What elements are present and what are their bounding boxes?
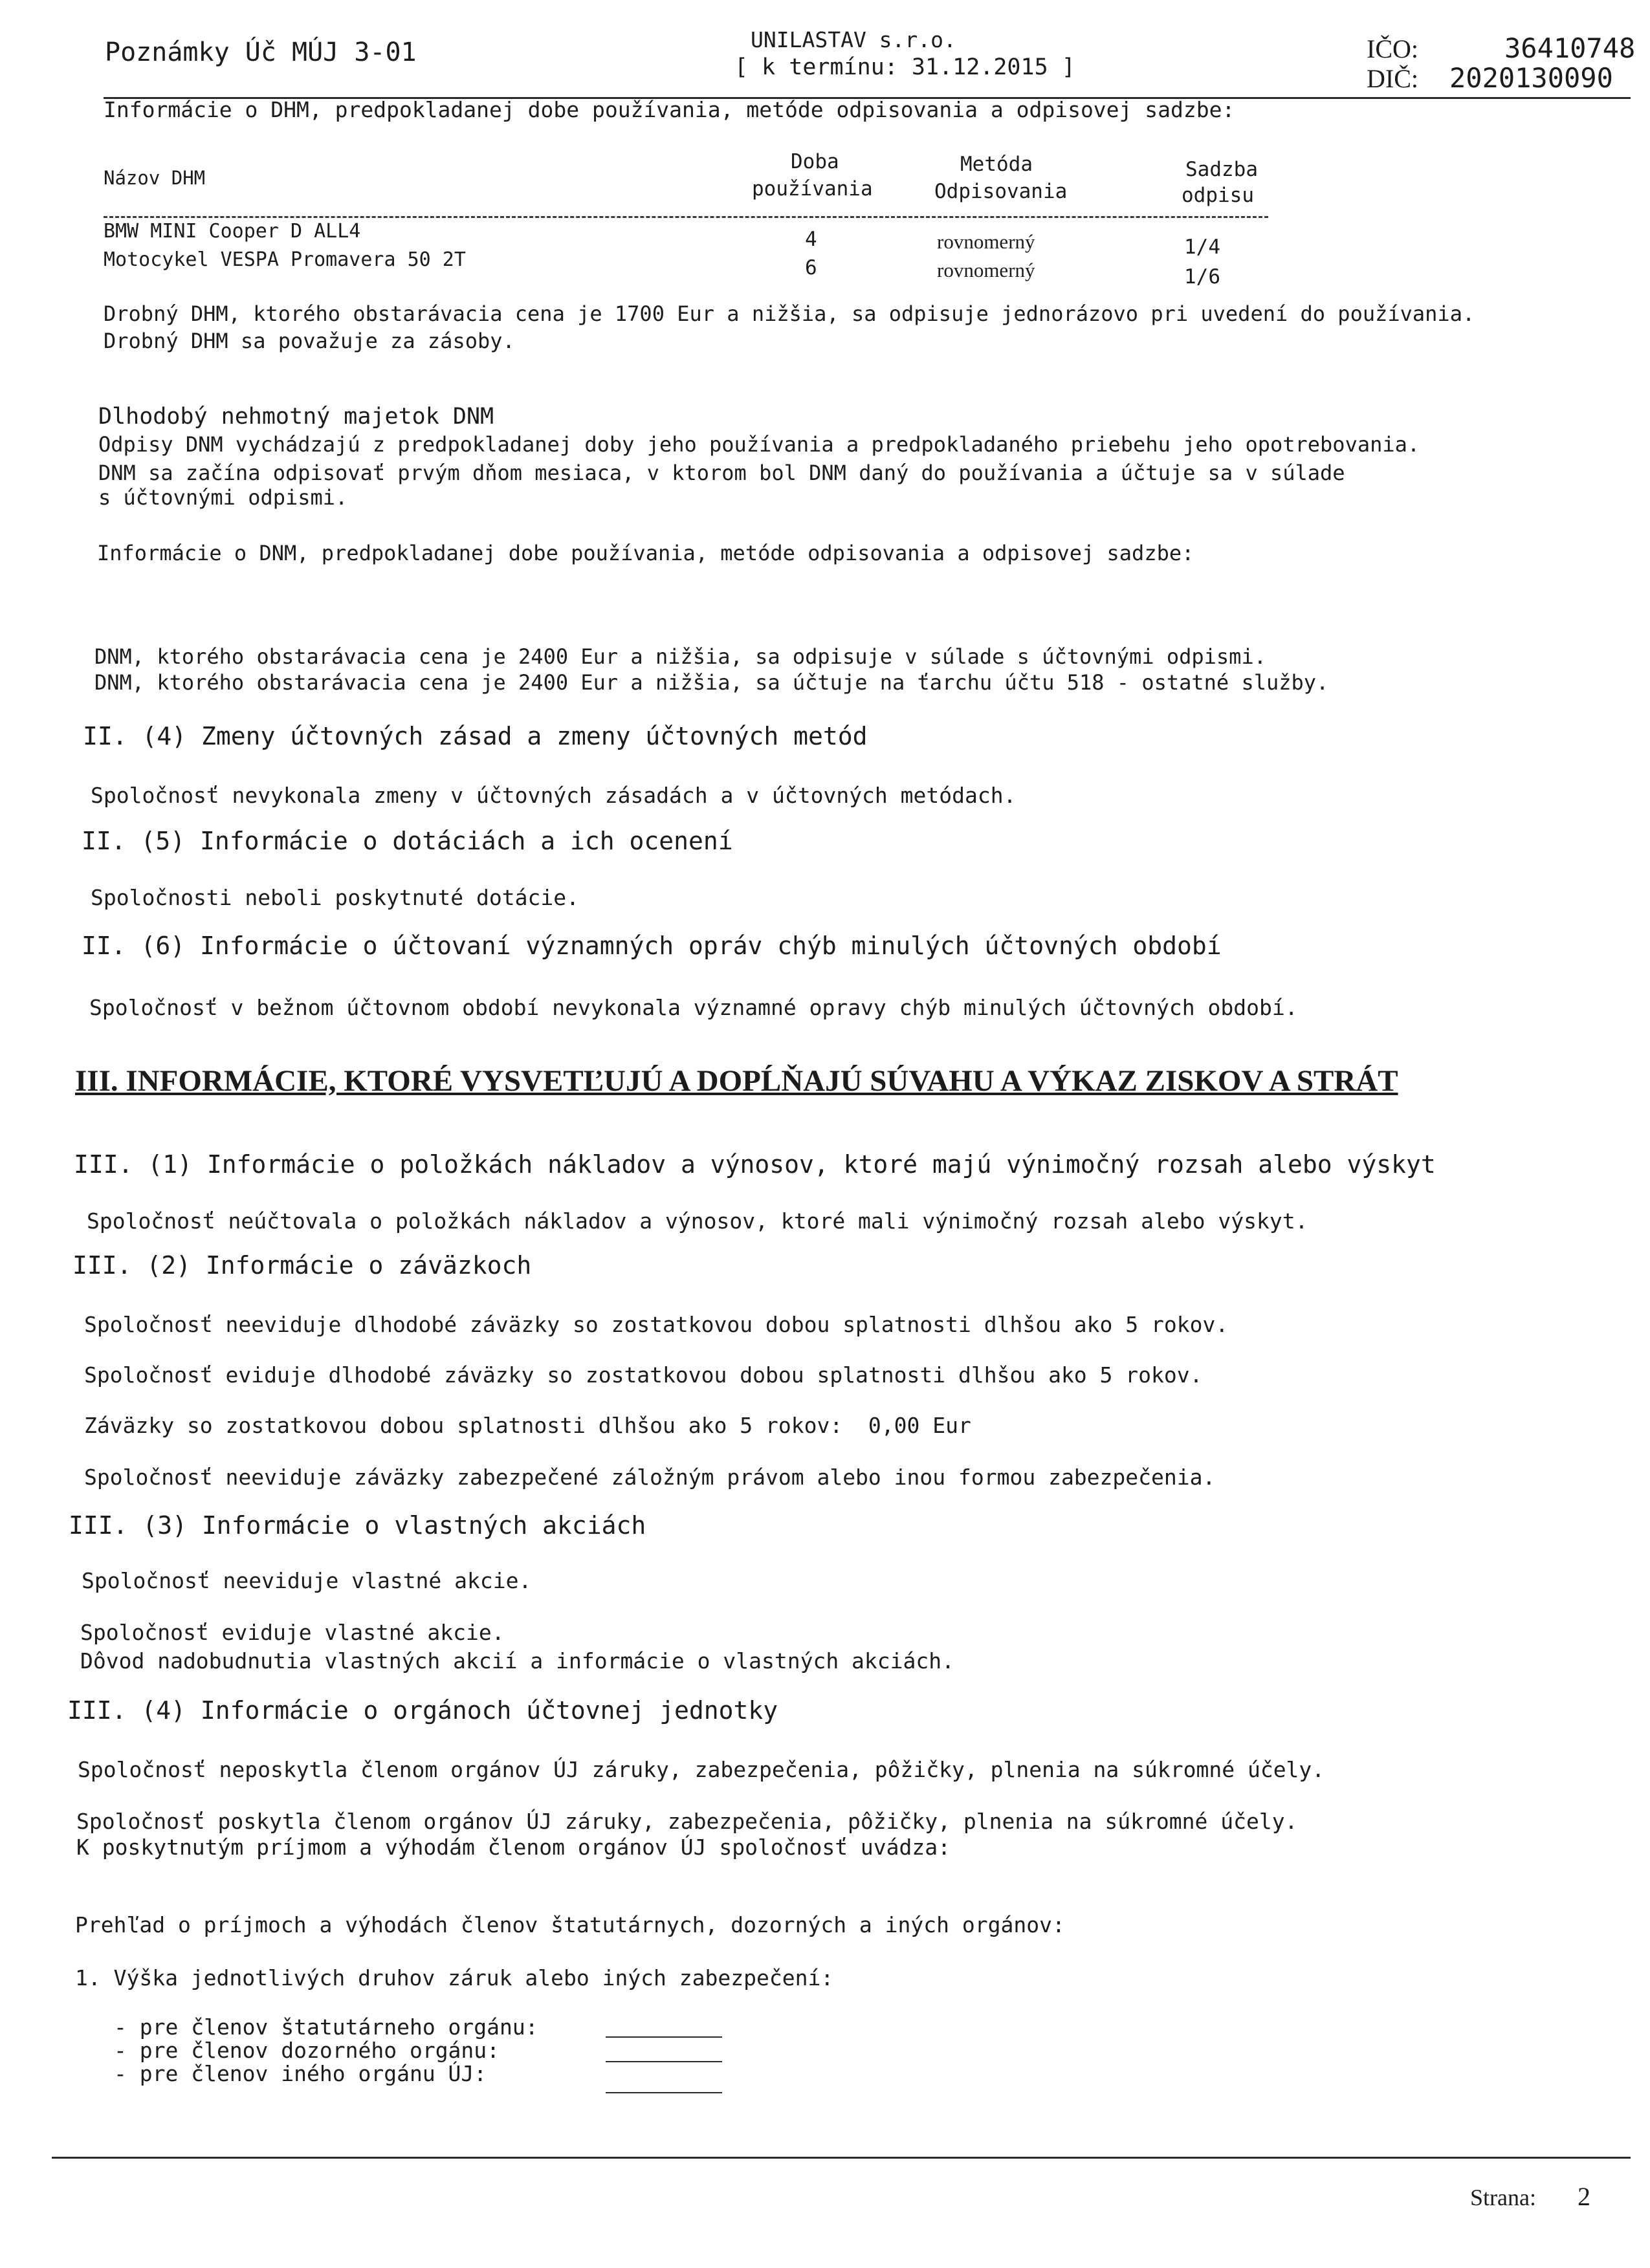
dnm-line-2: DNM sa začína odpisovať prvým dňom mesiaca, v ktorom bol DNM daný do používania a účtuje sa v súlade <box>98 461 1345 485</box>
heading-iii-2: III. (2) Informácie o záväzkoch <box>72 1251 532 1280</box>
sub-other: - pre členov iného orgánu ÚJ: <box>114 2061 487 2086</box>
heading-ii-5: II. (5) Informácie o dotáciách a ich ocenení <box>82 827 733 855</box>
text-iii-2a: Spoločnosť neeviduje dlhodobé záväzky so zostatkovou dobou splatnosti dlhšou ako 5 rokov. <box>84 1312 1229 1337</box>
dhm-row-1-name: BMW MINI Cooper D ALL4 <box>104 220 361 243</box>
text-iii-4a: Spoločnosť neposkytla členom orgánov ÚJ záruky, zabezpečenia, pôžičky, plnenia na súkromné účely. <box>78 1757 1325 1782</box>
drobny-dhm-2: Drobný DHM sa považuje za zásoby. <box>104 329 515 353</box>
text-iii-3a: Spoločnosť neeviduje vlastné akcie. <box>82 1568 532 1593</box>
section-iii-title: III. INFORMÁCIE, KTORÉ VYSVETĽUJÚ A DOPĹŇAJÚ SÚVAHU A VÝKAZ ZISKOV A STRÁT <box>75 1064 1398 1098</box>
dnm-line-1: Odpisy DNM vychádzajú z predpokladanej doby jeho používania a predpokladaného priebehu jeho opotrebovania. <box>98 432 1420 457</box>
text-iii-1: Spoločnosť neúčtovala o položkách nákladov a výnosov, ktoré mali výnimočný rozsah alebo výskyt. <box>87 1208 1308 1234</box>
ico-label: IČO: <box>1367 34 1418 63</box>
company-name: UNILASTAV s.r.o. <box>751 27 956 52</box>
text-iii-4c: K poskytnutým príjmom a výhodám členom orgánov ÚJ spoločnosť uvádza: <box>76 1835 951 1860</box>
heading-iii-1: III. (1) Informácie o položkách nákladov a výnosov, ktoré majú výnimočný rozsah alebo výskyt <box>74 1150 1436 1179</box>
text-iii-3b: Spoločnosť eviduje vlastné akcie. <box>80 1620 505 1645</box>
text-iii-4b: Spoločnosť poskytla členom orgánov ÚJ záruky, zabezpečenia, pôžičky, plnenia na súkromné účely. <box>76 1809 1298 1834</box>
period: [ k termínu: 31.12.2015 ] <box>734 54 1075 80</box>
dnm-cost-2: DNM, ktorého obstarávacia cena je 2400 Eur a nižšia, sa účtuje na ťarchu účtu 518 - ostatné služby. <box>94 670 1329 695</box>
col-sadzba-2: odpisu <box>1182 184 1254 207</box>
ico-value: 36410748 <box>1504 32 1636 64</box>
col-metoda-2: Odpisovania <box>934 180 1068 203</box>
dhm-row-2-sadzba: 1/6 <box>1184 265 1220 289</box>
text-iii-3c: Dôvod nadobudnutia vlastných akcií a informácie o vlastných akciách. <box>80 1648 955 1674</box>
sub-supervisory: - pre členov dozorného orgánu: <box>114 2038 500 2063</box>
dhm-row-1-metoda: rovnomerný <box>937 230 1035 253</box>
blank-supervisory <box>606 2061 722 2062</box>
text-ii-6: Spoločnosť v bežnom účtovnom období nevykonala významné opravy chýb minulých účtovných období. <box>89 995 1298 1020</box>
blank-statutory <box>606 2036 722 2038</box>
heading-ii-4: II. (4) Zmeny účtovných zásad a zmeny účtovných metód <box>83 722 868 750</box>
heading-ii-6: II. (6) Informácie o účtovaní významných opráv chýb minulých účtovných období <box>82 932 1222 960</box>
dhm-row-2-doba: 6 <box>805 256 817 279</box>
page-label: Strana: <box>1470 2185 1536 2210</box>
dnm-intro: Informácie o DNM, predpokladanej dobe používania, metóde odpisovania a odpisovej sadzbe: <box>97 541 1194 565</box>
col-sadzba-1: Sadzba <box>1185 158 1258 181</box>
dic-label: DIČ: <box>1367 64 1418 93</box>
heading-iii-4: III. (4) Informácie o orgánoch účtovnej jednotky <box>67 1696 778 1725</box>
text-iii-2d: Spoločnosť neeviduje záväzky zabezpečené záložným právom alebo inou formou zabezpečenia. <box>84 1465 1216 1490</box>
col-name: Názov DHM <box>104 167 206 189</box>
heading-iii-3: III. (3) Informácie o vlastných akciách <box>69 1511 646 1540</box>
dnm-cost-1: DNM, ktorého obstarávacia cena je 2400 Eur a nižšia, sa odpisuje v súlade s účtovnými odpismi. <box>94 644 1266 669</box>
blank-other <box>606 2092 722 2093</box>
text-ii-4: Spoločnosť nevykonala zmeny v účtovných zásadách a v účtovných metódach. <box>91 783 1017 808</box>
item-1: 1. Výška jednotlivých druhov záruk alebo iných zabezpečení: <box>75 1965 834 1990</box>
footer-rule <box>52 2157 1631 2159</box>
text-iii-2b: Spoločnosť eviduje dlhodobé záväzky so zostatkovou dobou splatnosti dlhšou ako 5 rokov. <box>84 1362 1203 1388</box>
col-metoda-1: Metóda <box>960 153 1033 176</box>
drobny-dhm-1: Drobný DHM, ktorého obstarávacia cena je 1700 Eur a nižšia, sa odpisuje jednorázovo pri uvedení do používania. <box>104 301 1475 326</box>
dic-value: 2020130090 <box>1449 62 1613 94</box>
dnm-title: Dlhodobý nehmotný majetok DNM <box>98 404 494 430</box>
sub-statutory: - pre členov štatutárneho orgánu: <box>114 2014 538 2040</box>
col-doba-2: používania <box>752 177 873 201</box>
form-code: Poznámky Úč MÚJ 3-01 <box>105 38 417 67</box>
dhm-row-2-name: Motocykel VESPA Promavera 50 2T <box>104 248 466 271</box>
text-iii-2c: Záväzky so zostatkovou dobou splatnosti dlhšou ako 5 rokov: 0,00 Eur <box>84 1413 971 1438</box>
dhm-row-2-metoda: rovnomerný <box>937 259 1035 281</box>
page-number: 2 <box>1578 2182 1590 2211</box>
table-divider <box>104 216 1268 218</box>
dhm-intro: Informácie o DHM, predpokladanej dobe používania, metóde odpisovania a odpisovej sadzbe: <box>104 97 1235 122</box>
col-doba-1: Doba <box>791 150 839 173</box>
overview-line: Prehľad o príjmoch a výhodách členov štatutárnych, dozorných a iných orgánov: <box>75 1912 1065 1937</box>
dnm-line-3: s účtovnými odpismi. <box>98 485 348 510</box>
text-ii-5: Spoločnosti neboli poskytnuté dotácie. <box>91 885 579 910</box>
dhm-row-1-doba: 4 <box>805 228 817 251</box>
dhm-row-1-sadzba: 1/4 <box>1184 235 1220 259</box>
